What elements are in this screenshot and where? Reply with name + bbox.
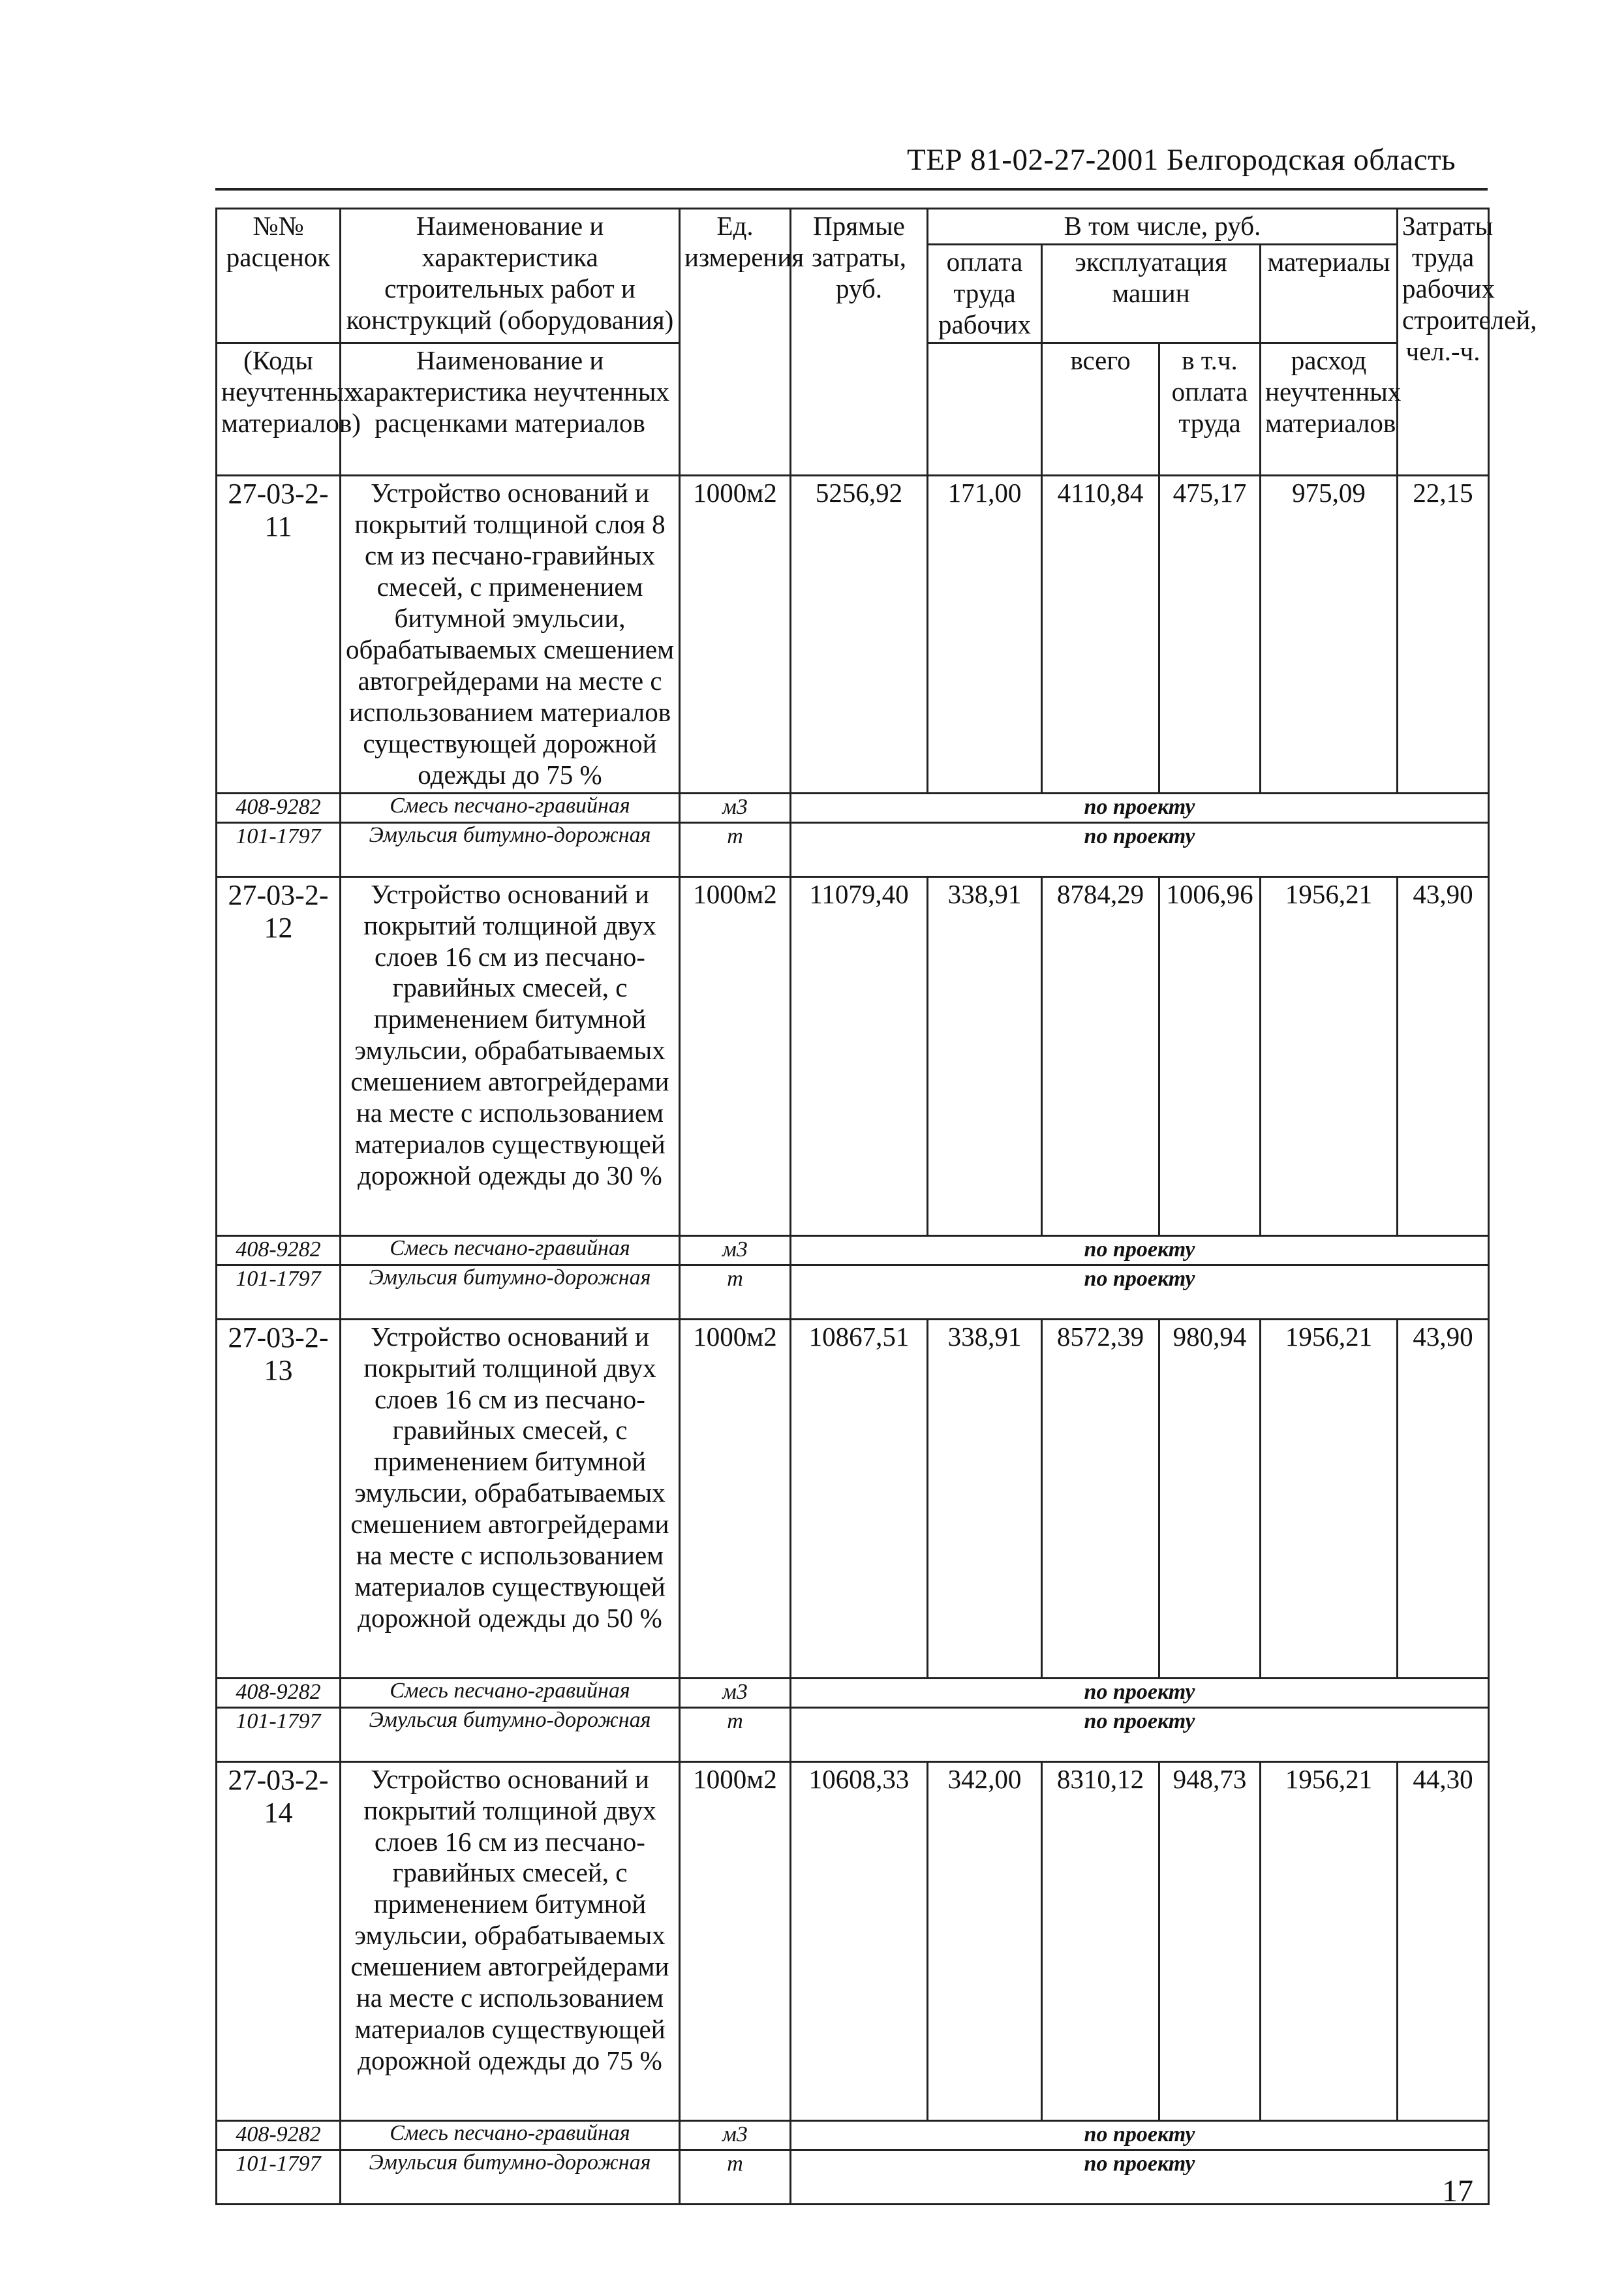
rate-unit: 1000м2	[680, 1761, 791, 2120]
rate-direct: 10608,33	[791, 1761, 928, 2120]
material-note: по проекту	[791, 1235, 1489, 1265]
rate-direct: 10867,51	[791, 1319, 928, 1678]
material-code: 408-9282	[217, 1235, 341, 1265]
rate-labor-pay: 338,91	[928, 1319, 1042, 1678]
header-machines-pay: в т.ч. оплата труда	[1159, 343, 1261, 475]
material-row	[217, 1265, 1489, 1319]
rate-description: Устройство оснований и покрытий толщиной двух слоев 16 см из песчано-гравийных смесей, с применением битумной эмульсии, обрабатываемых смешением автогрейдерами на месте с использованием материалов существующей дорожной одежды до 30 %	[341, 876, 680, 1235]
header-machines: эксплуатация машин	[1043, 245, 1261, 342]
rate-unit: 1000м2	[680, 876, 791, 1235]
material-name: Смесь песчано-гравийная	[341, 1235, 680, 1265]
rate-direct: 5256,92	[791, 475, 928, 793]
rate-description: Устройство оснований и покрытий толщиной двух слоев 16 см из песчано-гравийных смесей, с применением битумной эмульсии, обрабатываемых смешением автогрейдерами на месте с использованием материалов существующей дорожной одежды до 50 %	[341, 1319, 680, 1678]
header-labor-cost: Затраты труда рабочих строителей, чел.-ч.	[1398, 209, 1489, 476]
material-name: Смесь песчано-гравийная	[341, 2120, 680, 2150]
page-number: 17	[1442, 2174, 1473, 2208]
material-unit: т	[680, 1707, 791, 1761]
material-unit: т	[680, 822, 791, 876]
material-note: по проекту	[791, 1678, 1489, 1707]
header-rule	[215, 188, 1488, 191]
material-code: 101-1797	[217, 1265, 341, 1319]
material-code: 101-1797	[217, 1707, 341, 1761]
rate-direct: 11079,40	[791, 876, 928, 1235]
material-row	[217, 1235, 1489, 1265]
material-note: по проекту	[791, 793, 1489, 822]
rate-materials: 975,09	[1261, 475, 1398, 793]
header-materials: материалы	[1267, 246, 1390, 277]
material-name: Эмульсия битумно-дорожная	[341, 1265, 680, 1319]
material-code: 408-9282	[217, 2120, 341, 2150]
rate-machines-total: 8784,29	[1042, 876, 1159, 1235]
material-name: Эмульсия битумно-дорожная	[341, 2150, 680, 2204]
material-unit: м3	[680, 793, 791, 822]
header-number: №№ расценок	[217, 209, 341, 343]
header-name-unaccounted: Наименование и характеристика неучтенных расценками материалов	[341, 343, 680, 475]
material-row	[217, 793, 1489, 822]
material-code: 101-1797	[217, 822, 341, 876]
rate-labor-cost: 43,90	[1398, 876, 1489, 1235]
rate-description: Устройство оснований и покрытий толщиной слоя 8 см из песчано-гравийных смесей, с применением битумной эмульсии, обрабатываемых смешением автогрейдерами на месте с использованием материалов существующей дорожной одежды до 75 %	[341, 475, 680, 793]
header-row-1	[217, 209, 1489, 343]
rate-materials: 1956,21	[1261, 1761, 1398, 2120]
header-empty	[928, 343, 1042, 475]
material-code: 101-1797	[217, 2150, 341, 2204]
rate-labor-pay: 171,00	[928, 475, 1042, 793]
rate-machines-total: 4110,84	[1042, 475, 1159, 793]
header-machines-total: всего	[1042, 343, 1159, 475]
rate-materials: 1956,21	[1261, 876, 1398, 1235]
rate-row	[217, 1319, 1489, 1678]
header-materials-unaccounted: расход неучтенных материалов	[1261, 343, 1398, 475]
material-unit: т	[680, 1265, 791, 1319]
rate-description: Устройство оснований и покрытий толщиной двух слоев 16 см из песчано-гравийных смесей, с применением битумной эмульсии, обрабатываемых смешением автогрейдерами на месте с использованием материалов существующей дорожной одежды до 75 %	[341, 1761, 680, 2120]
rate-code: 27-03-2-14	[217, 1761, 341, 2120]
material-code: 408-9282	[217, 1678, 341, 1707]
material-unit: т	[680, 2150, 791, 2204]
rate-labor-cost: 44,30	[1398, 1761, 1489, 2120]
rate-machines-total: 8572,39	[1042, 1319, 1159, 1678]
rate-code: 27-03-2-12	[217, 876, 341, 1235]
rate-machines-pay: 475,17	[1159, 475, 1261, 793]
document-header: ТЕР 81-02-27-2001 Белгородская область	[907, 143, 1456, 177]
material-row	[217, 1678, 1489, 1707]
rates-table	[215, 208, 1537, 2205]
material-unit: м3	[680, 1235, 791, 1265]
header-labor-pay: оплата труда рабочих	[928, 245, 1043, 342]
rate-code: 27-03-2-11	[217, 475, 341, 793]
rate-machines-pay: 948,73	[1159, 1761, 1261, 2120]
material-name: Смесь песчано-гравийная	[341, 1678, 680, 1707]
material-row	[217, 822, 1489, 876]
material-unit: м3	[680, 1678, 791, 1707]
rate-machines-pay: 980,94	[1159, 1319, 1261, 1678]
material-row	[217, 2120, 1489, 2150]
material-note: по проекту	[791, 822, 1489, 876]
rate-code: 27-03-2-13	[217, 1319, 341, 1678]
rate-machines-total: 8310,12	[1042, 1761, 1159, 2120]
rate-row	[217, 475, 1489, 793]
material-note: по проекту	[791, 2120, 1489, 2150]
rate-labor-cost: 22,15	[1398, 475, 1489, 793]
header-unit: Ед. измерения	[680, 209, 791, 476]
rate-labor-pay: 342,00	[928, 1761, 1042, 2120]
material-name: Смесь песчано-гравийная	[341, 793, 680, 822]
material-name: Эмульсия битумно-дорожная	[341, 1707, 680, 1761]
rate-labor-pay: 338,91	[928, 876, 1042, 1235]
material-code: 408-9282	[217, 793, 341, 822]
header-including-block	[928, 209, 1398, 343]
rate-unit: 1000м2	[680, 475, 791, 793]
rate-unit: 1000м2	[680, 1319, 791, 1678]
header-name: Наименование и характеристика строительных работ и конструкций (оборудования)	[341, 209, 680, 343]
header-including: В том числе, руб.	[928, 209, 1396, 245]
header-codes-unaccounted: (Коды неучтенных материалов)	[217, 343, 341, 475]
material-row	[217, 2150, 1489, 2204]
material-note: по проекту	[791, 1265, 1489, 1319]
material-note: по проекту	[791, 2150, 1489, 2204]
header-direct: Прямые затраты, руб.	[791, 209, 928, 476]
material-name: Эмульсия битумно-дорожная	[341, 822, 680, 876]
rate-materials: 1956,21	[1261, 1319, 1398, 1678]
material-unit: м3	[680, 2120, 791, 2150]
rate-machines-pay: 1006,96	[1159, 876, 1261, 1235]
material-note: по проекту	[791, 1707, 1489, 1761]
rate-row	[217, 876, 1489, 1235]
rate-labor-cost: 43,90	[1398, 1319, 1489, 1678]
rate-row	[217, 1761, 1489, 2120]
material-row	[217, 1707, 1489, 1761]
